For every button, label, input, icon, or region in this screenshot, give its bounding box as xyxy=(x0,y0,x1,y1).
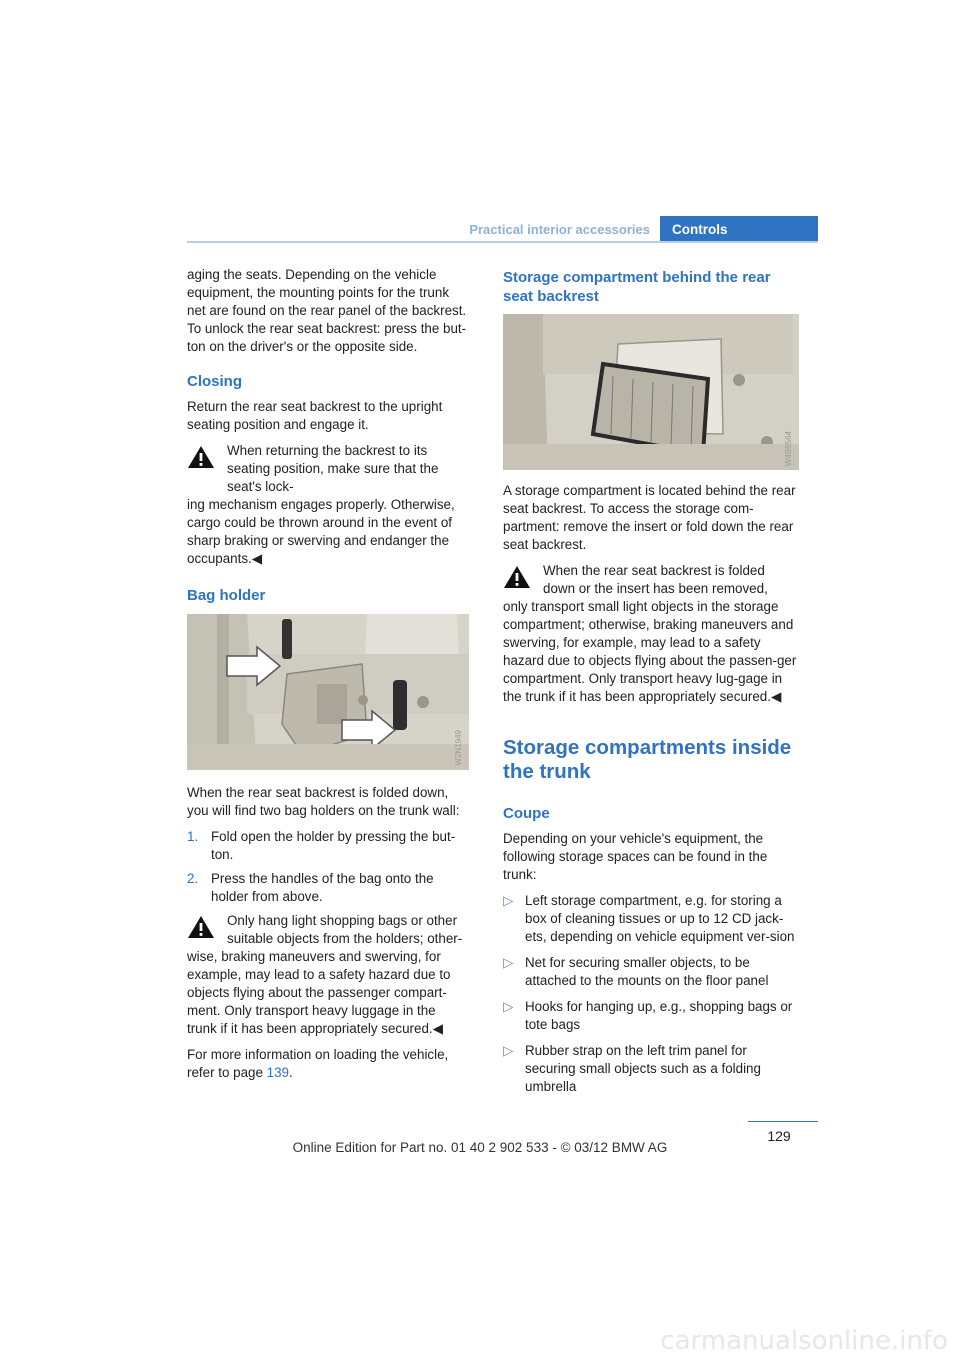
bullet-arrow-icon: ▷ xyxy=(503,1043,514,1058)
warning-text: ing mechanism engages properly. Otherwise, cargo could be thrown around in the event of sharp braking or swerving and endanger the occupants.◀ xyxy=(187,497,455,566)
bag-holder-paragraph: When the rear seat backrest is folded down, you will find two bag holders on the trunk wall: xyxy=(187,785,460,818)
warning-text: wise, braking maneuvers and swerving, for example, may lead to a safety hazard due to objects flying about the passenger compart-ment. Only transport heavy luggage in the trunk if it has been appropriately secured.◀ xyxy=(187,949,451,1036)
right-column xyxy=(503,268,799,1104)
warning-triangle-icon xyxy=(187,445,215,469)
storage-bullet-list xyxy=(503,892,799,1096)
closing-heading: Closing xyxy=(187,373,242,390)
storage-warning xyxy=(503,562,799,706)
photo-code: W2N1949 xyxy=(454,730,463,766)
more-info-paragraph: For more information on loading the vehicle, refer to page 139. xyxy=(187,1047,449,1080)
steps-list xyxy=(187,828,469,906)
warning-text: only transport small light objects in the storage compartment; otherwise, braking maneuvers and swerving, for example, may lead to a safety hazard due to objects flying about the passen-ger compartment. Only transport heavy lug-gage in the trunk if it has been appropriately secured.◀ xyxy=(503,599,797,704)
warning-text-lead: When returning the backrest to its seating position, make sure that the seat's lock- xyxy=(227,443,439,494)
bullet-arrow-icon: ▷ xyxy=(503,955,514,970)
trunk-illustration xyxy=(187,614,469,770)
warning-triangle-icon xyxy=(187,915,215,939)
list-item: ▷ Left storage compartment, e.g. for storing a box of cleaning tissues or up to 12 CD jack-ets, depending on vehicle equipment ver-sion xyxy=(503,893,795,944)
closing-warning xyxy=(187,442,469,568)
list-item: ▷ Rubber strap on the left trim panel for securing small objects such as a folding umbrella xyxy=(503,1043,761,1094)
storage-illustration xyxy=(503,314,799,470)
storage-paragraph: A storage compartment is located behind the rear seat backrest. To access the storage com-partment: remove the insert or fold down the rear seat backrest. xyxy=(503,483,796,552)
storage-compartment-photo xyxy=(503,314,799,470)
warning-text-lead: Only hang light shopping bags or other suitable objects from the holders; other- xyxy=(227,913,463,946)
step-item: 1. Fold open the holder by pressing the but-ton. xyxy=(187,829,456,862)
left-column xyxy=(187,266,469,1090)
list-item: ▷ Net for securing smaller objects, to be attached to the mounts on the floor panel xyxy=(503,955,769,988)
intro-paragraph: aging the seats. Depending on the vehicle equipment, the mounting points for the trunk net are found on the rear panel of the backrest. To unlock the rear seat backrest: press the but-ton on the driver's or the opposite side. xyxy=(187,267,467,354)
list-item: ▷ Hooks for hanging up, e.g., shopping bags or tote bags xyxy=(503,999,793,1032)
storage-heading: Storage compartment behind the rear seat backrest xyxy=(503,269,771,305)
page-number: 129 xyxy=(767,1128,791,1144)
section-title: Practical interior accessories xyxy=(469,222,650,237)
page-number-rule xyxy=(748,1121,818,1122)
bullet-arrow-icon: ▷ xyxy=(503,999,514,1014)
coupe-paragraph: Depending on your vehicle's equipment, the following storage spaces can be found in the trunk: xyxy=(503,831,768,882)
bag-holder-photo xyxy=(187,614,469,770)
step-item: 2. Press the handles of the bag onto the holder from above. xyxy=(187,871,434,904)
coupe-heading: Coupe xyxy=(503,805,550,822)
trunk-storage-heading: Storage compartments inside the trunk xyxy=(503,736,792,783)
bag-holder-heading: Bag holder xyxy=(187,587,266,604)
header-rule xyxy=(187,241,818,243)
bullet-arrow-icon: ▷ xyxy=(503,893,514,908)
warning-triangle-icon xyxy=(503,565,531,589)
footer-text: Online Edition for Part no. 01 40 2 902 533 - © 03/12 BMW AG xyxy=(292,1140,668,1155)
photo-code: W4B6564 xyxy=(784,430,793,466)
watermark: carmanualsonline.info xyxy=(660,1326,948,1356)
closing-paragraph: Return the rear seat backrest to the upright seating position and engage it. xyxy=(187,399,443,432)
bag-warning xyxy=(187,912,469,1038)
warning-text-lead: When the rear seat backrest is folded down or the insert has been removed, xyxy=(543,563,768,596)
chapter-tab: Controls xyxy=(660,216,818,243)
page-link[interactable]: 139 xyxy=(266,1065,289,1080)
